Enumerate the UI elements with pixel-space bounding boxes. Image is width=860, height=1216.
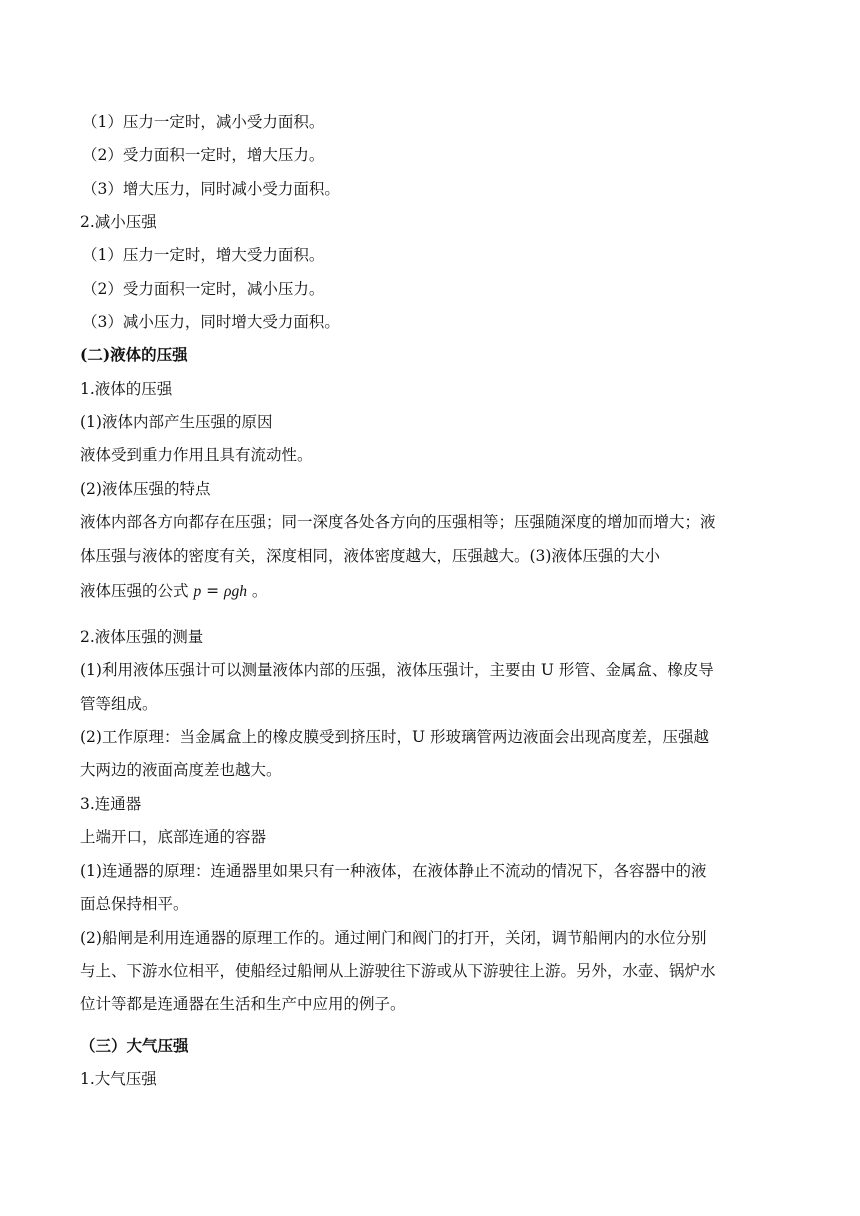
connector-2-line-3: 位计等都是连通器在生活和生产中应用的例子。 [80,995,406,1013]
formula-rhs: ρgh [224,583,247,600]
formula-p: p [193,583,202,600]
increase-method-3: （3）增大压力，同时减小受力面积。 [82,180,340,198]
section-atmospheric-pressure-heading: （三）大气压强 [80,1036,189,1055]
measure-2-line-1: (2)工作原理：当金属盒上的橡皮膜受到挤压时，U 形玻璃管两边液面会出现高度差，压强越 [80,728,709,746]
feature-text-line-1: 液体内部各方向都存在压强；同一深度各处各方向的压强相等；压强随深度的增加而增大；液 [80,513,716,531]
measure-heading: 2.液体压强的测量 [80,628,204,646]
connector-heading: 3.连通器 [80,795,142,813]
increase-method-1: （1）压力一定时，减小受力面积。 [82,113,325,131]
cause-text: 液体受到重力作用且具有流动性。 [80,446,313,464]
feature-text-line-2: 体压强与液体的密度有关，深度相同，液体密度越大，压强越大。(3)液体压强的大小 [80,547,660,565]
atmospheric-pressure-subheading: 1.大气压强 [80,1070,157,1088]
reduce-pressure-heading: 2.减小压强 [80,213,157,231]
connector-2-line-1: (2)船闸是利用连通器的原理工作的。通过闸门和阀门的打开，关闭，调节船闸内的水位分别 [80,929,707,947]
section-liquid-pressure-heading: (二)液体的压强 [80,345,188,364]
increase-method-2: （2）受力面积一定时，增大压力。 [82,146,325,164]
liquid-pressure-subheading: 1.液体的压强 [80,380,173,398]
formula-end: 。 [247,582,268,600]
reduce-method-2: （2）受力面积一定时，减小压力。 [82,280,325,298]
connector-1-line-2: 面总保持相平。 [80,895,189,913]
measure-2-line-2: 大两边的液面高度差也越大。 [80,761,282,779]
connector-2-line-2: 与上、下游水位相平，使船经过船闸从上游驶往下游或从下游驶往上游。另外，水壶、锅炉水 [80,962,716,980]
formula-prefix: 液体压强的公式 [80,582,189,600]
reduce-method-1: （1）压力一定时，增大受力面积。 [82,246,325,264]
connector-definition: 上端开口，底部连通的容器 [80,828,267,846]
reduce-method-3: （3）减小压力，同时增大受力面积。 [82,313,340,331]
feature-heading: (2)液体压强的特点 [80,480,211,498]
measure-1-line-2: 管等组成。 [80,695,158,713]
connector-1-line-1: (1)连通器的原理：连通器里如果只有一种液体，在液体静止不流动的情况下，各容器中的液 [80,862,707,880]
formula-eq: = [201,582,225,600]
formula-line [80,581,267,602]
measure-1-line-1: (1)利用液体压强计可以测量液体内部的压强，液体压强计，主要由 U 形管、金属盒、橡皮导 [80,661,714,679]
cause-heading: (1)液体内部产生压强的原因 [80,413,273,431]
